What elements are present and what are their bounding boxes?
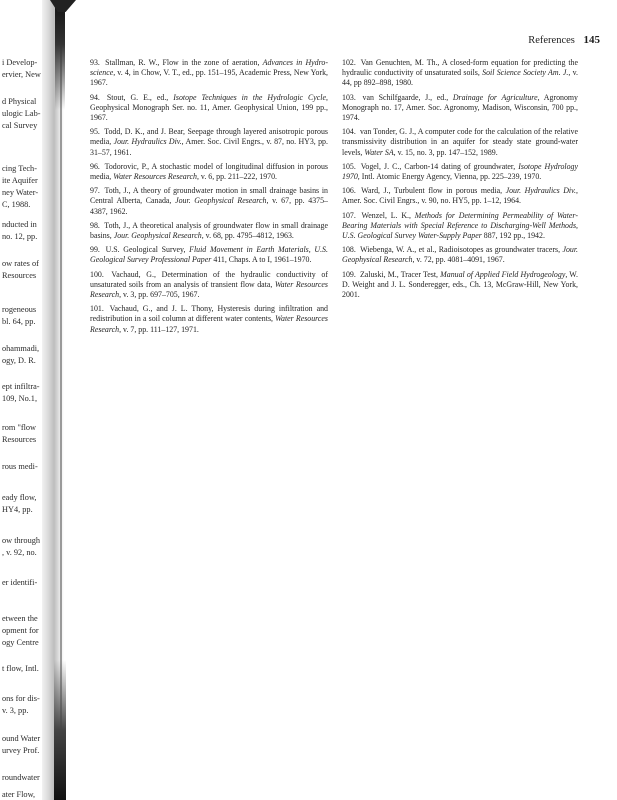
reference-text: Toth, J., A theoretical analysis of groundwater flow in small drainage basins, — [90, 220, 328, 241]
facing-page-fragment: d Physical — [2, 97, 37, 106]
reference-text: Stallman, R. W., Flow in the zone of aeration, — [105, 58, 263, 67]
running-head — [430, 34, 600, 46]
reference-entry — [342, 186, 578, 206]
facing-page-fragment: no. 12, pp. — [2, 232, 38, 241]
facing-page-fragment: Resources — [2, 271, 37, 280]
facing-page-fragment: ater Flow, — [2, 790, 36, 799]
reference-source: Fluid Movement in Earth Materials, U.S. Geological Survey Professional Paper — [90, 245, 328, 265]
reference-text: Zaluski, M., Tracer Test, — [359, 269, 441, 279]
facing-page-fragment: nducted in — [2, 220, 37, 229]
reference-entry — [90, 127, 328, 158]
gutter-dark-top — [55, 0, 65, 110]
reference-source: Soil Science Society Am. J. — [482, 68, 569, 78]
facing-page-fragment: ite Aquifer — [2, 176, 38, 185]
reference-entry — [90, 162, 328, 182]
facing-page-fragment: roundwater — [2, 773, 40, 782]
facing-page-fragment: C, 1988. — [2, 200, 31, 209]
facing-page-fragment: 109, No.1, — [2, 394, 38, 403]
reference-source: Isotope Techniques in the Hydrologic Cycle — [173, 92, 327, 102]
reference-number: 93. — [90, 58, 100, 67]
reference-details: , Amer. Soc. Civil Engrs., v. 87, no. HY3, pp. 31–57, 1961. — [90, 137, 328, 157]
reference-text: Stout, G. E., ed., — [106, 92, 174, 102]
facing-page-fragment: , v. 92, no. — [2, 548, 37, 557]
facing-page-fragment: ons for dis- — [2, 694, 40, 703]
reference-source: Jour. Hydraulics Div. — [505, 186, 576, 196]
facing-page-fragment: ulogic Lab- — [2, 109, 41, 118]
facing-page-fragment: ow rates of — [2, 259, 39, 268]
facing-page-fragment: ogy Centre — [2, 638, 39, 647]
facing-page-fragment: ow through — [2, 536, 41, 545]
reference-source: Drainage for Agriculture — [452, 92, 538, 102]
gutter-dark-bottom — [54, 660, 66, 800]
reference-details: , v. 4, in Chow, V. T., ed., pp. 151–195, Academic Press, New York, 1967. — [90, 68, 328, 88]
reference-number: 101. — [90, 304, 104, 314]
reference-details: , Agronomy Monograph no. 17, Amer. Soc. Agronomy, Madison, Wisconsin, 700 pp., 1974. — [342, 92, 578, 123]
reference-details: , Intl. Atomic Energy Agency, Vienna, pp. 225–239, 1970. — [357, 172, 542, 182]
reference-details: , v. 7, pp. 111–127, 1971. — [119, 324, 199, 334]
facing-page-fragment: urvey Prof. — [2, 746, 40, 755]
reference-source: Methods for Determining Permeability of Water-Bearing Materials with Special Reference to Discharging-Well Methods, U.S. Geological Survey Water-Supply Paper — [342, 210, 578, 241]
reference-entry — [342, 270, 578, 301]
reference-number: 108. — [342, 245, 356, 255]
facing-page-fragment: bl. 64, pp. — [2, 317, 36, 326]
reference-details: 887, 192 pp., 1942. — [481, 231, 545, 241]
facing-page-fragment: t flow, Intl. — [2, 664, 39, 673]
reference-details: 411, Chaps. A to I, 1961–1970. — [211, 255, 312, 265]
reference-text: Vachaud, G., Determination of the hydraulic conductivity of unsaturated soils from an analysis of transient flow data, — [90, 269, 328, 289]
facing-page-fragment: cing Tech- — [2, 164, 37, 173]
facing-page-fragment: ervier, New — [2, 70, 41, 79]
reference-entry — [90, 245, 328, 265]
reference-number: 106. — [342, 186, 356, 196]
reference-entry — [342, 58, 578, 89]
facing-page-fragment: i Develop- — [2, 58, 38, 67]
reference-number: 98. — [90, 220, 100, 230]
reference-text: Todorovic, P., A stochastic model of longitudinal diffusion in porous media, — [90, 161, 328, 182]
reference-text: Wiebenga, W. A., et al., Radioisotopes as groundwater tracers, — [360, 245, 563, 255]
reference-entry — [90, 58, 328, 89]
reference-text: Ward, J., Turbulent flow in porous media, — [361, 186, 506, 196]
facing-page-fragment: Resources — [2, 435, 37, 444]
reference-entry — [342, 162, 578, 182]
reference-entry — [90, 93, 328, 124]
reference-number: 102. — [342, 58, 356, 67]
reference-entry — [90, 304, 328, 335]
reference-number: 96. — [90, 161, 100, 171]
reference-number: 103. — [342, 92, 356, 102]
reference-number: 95. — [90, 127, 100, 137]
reference-details: , v. 15, no. 3, pp. 147–152, 1989. — [393, 147, 498, 157]
reference-text: Toth, J., A theory of groundwater motion in small drainage basins in Central Alberta, Canada, — [90, 186, 328, 206]
reference-details: , W. D. Weight and J. L. Sonderegger, eds., Ch. 13, McGraw-Hill, New York, 2001. — [342, 269, 578, 300]
reference-text: van Tonder, G. J., A computer code for the calculation of the relative transmissivity distribution in an aquifer for steady state ground-water levels, — [342, 127, 578, 157]
reference-details: , v. 67, pp. 4375–4387, 1962. — [90, 196, 328, 216]
reference-source: Water Resources Research — [113, 172, 197, 182]
reference-details: , Amer. Soc. Civil Engrs., v. 90, no. HY5, pp. 1–12, 1964. — [342, 186, 578, 206]
reference-text: U.S. Geological Survey, — [105, 245, 190, 255]
reference-entry — [90, 186, 328, 217]
reference-text: van Schilfgaarde, J., ed., — [362, 92, 453, 102]
facing-page-fragment: HY4, pp. — [2, 505, 33, 514]
facing-page-fragment: rogeneous — [2, 305, 37, 314]
reference-number: 104. — [342, 127, 356, 137]
reference-source: Manual of Applied Field Hydrogeology — [440, 269, 566, 279]
facing-page-fragment: eady flow, — [2, 493, 37, 502]
facing-page-fragment: ept infiltra- — [2, 382, 40, 391]
reference-number: 105. — [342, 161, 356, 171]
reference-entry — [342, 211, 578, 242]
reference-details: , v. 68, pp. 4795–4812, 1963. — [201, 231, 294, 241]
facing-page-fragments — [0, 0, 40, 800]
facing-page-fragment: v. 3, pp. — [2, 706, 29, 715]
reference-entry — [342, 245, 578, 265]
reference-details: , v. 44, pp 892–898, 1980. — [342, 68, 578, 88]
facing-page-fragment: ogy, D. R. — [2, 356, 36, 365]
reference-number: 107. — [342, 210, 356, 220]
running-head-title: References — [528, 35, 575, 46]
reference-source: Jour. Geophysical Research — [342, 245, 578, 265]
reference-source: Jour. Hydraulics Div. — [113, 137, 182, 147]
facing-page-fragment: rom "flow — [2, 423, 37, 432]
reference-text: Wenzel, L. K., — [361, 210, 415, 220]
reference-source: Isotope Hydrology 1970 — [342, 161, 578, 182]
reference-column-right — [342, 58, 578, 304]
reference-details: , v. 72, pp. 4081–4091, 1967. — [412, 255, 505, 265]
page-number: 145 — [583, 34, 600, 46]
facing-page-fragment: cal Survey — [2, 121, 38, 130]
reference-source: Jour. Geophysical Research — [113, 231, 202, 241]
reference-details: , v. 3, pp. 697–705, 1967. — [119, 290, 200, 300]
reference-entry — [90, 270, 328, 301]
reference-entry — [342, 93, 578, 124]
reference-source: Water Resources Research — [90, 314, 329, 334]
reference-details: , v. 6, pp. 211–222, 1970. — [196, 172, 278, 182]
reference-number: 97. — [90, 186, 100, 196]
facing-page-fragment: opment for — [2, 626, 39, 635]
reference-number: 94. — [90, 92, 100, 102]
facing-page-fragment: ohammadi, — [2, 344, 40, 353]
reference-source: Water SA — [364, 147, 394, 157]
reference-details: , Geophysical Monograph Ser. no. 11, Amer. Geophysical Union, 199 pp., 1967. — [90, 92, 328, 123]
facing-page-fragment: rous medi- — [2, 462, 38, 471]
reference-text: Todd, D. K., and J. Bear, Seepage through layered anisotropic porous media, — [90, 127, 328, 147]
reference-number: 100. — [90, 269, 104, 279]
reference-number: 99. — [90, 245, 100, 255]
reference-text: Van Genuchten, M. Th., A closed-form equation for predicting the hydraulic conductivity of unsaturated soils, — [342, 58, 578, 78]
reference-source: Water Resources Research — [90, 279, 329, 300]
reference-source: Jour. Geophysical Research — [175, 196, 267, 206]
reference-entry — [342, 127, 578, 158]
reference-number: 109. — [342, 269, 356, 279]
facing-page-fragment: etween the — [2, 614, 38, 623]
reference-text: Vachaud, G., and J. L. Thony, Hysteresis during infiltration and redistribution in a soil column at different water contents, — [90, 304, 328, 324]
reference-entry — [90, 221, 328, 241]
facing-page-fragment: ound Water — [2, 734, 41, 743]
reference-text: Vogel, J. C., Carbon-14 dating of groundwater, — [360, 161, 519, 171]
facing-page-fragment: er identifi- — [2, 578, 38, 587]
reference-column-left — [90, 58, 328, 339]
reference-source: Advances in Hydro-science — [90, 58, 328, 78]
facing-page-fragment: ney Water- — [2, 188, 39, 197]
